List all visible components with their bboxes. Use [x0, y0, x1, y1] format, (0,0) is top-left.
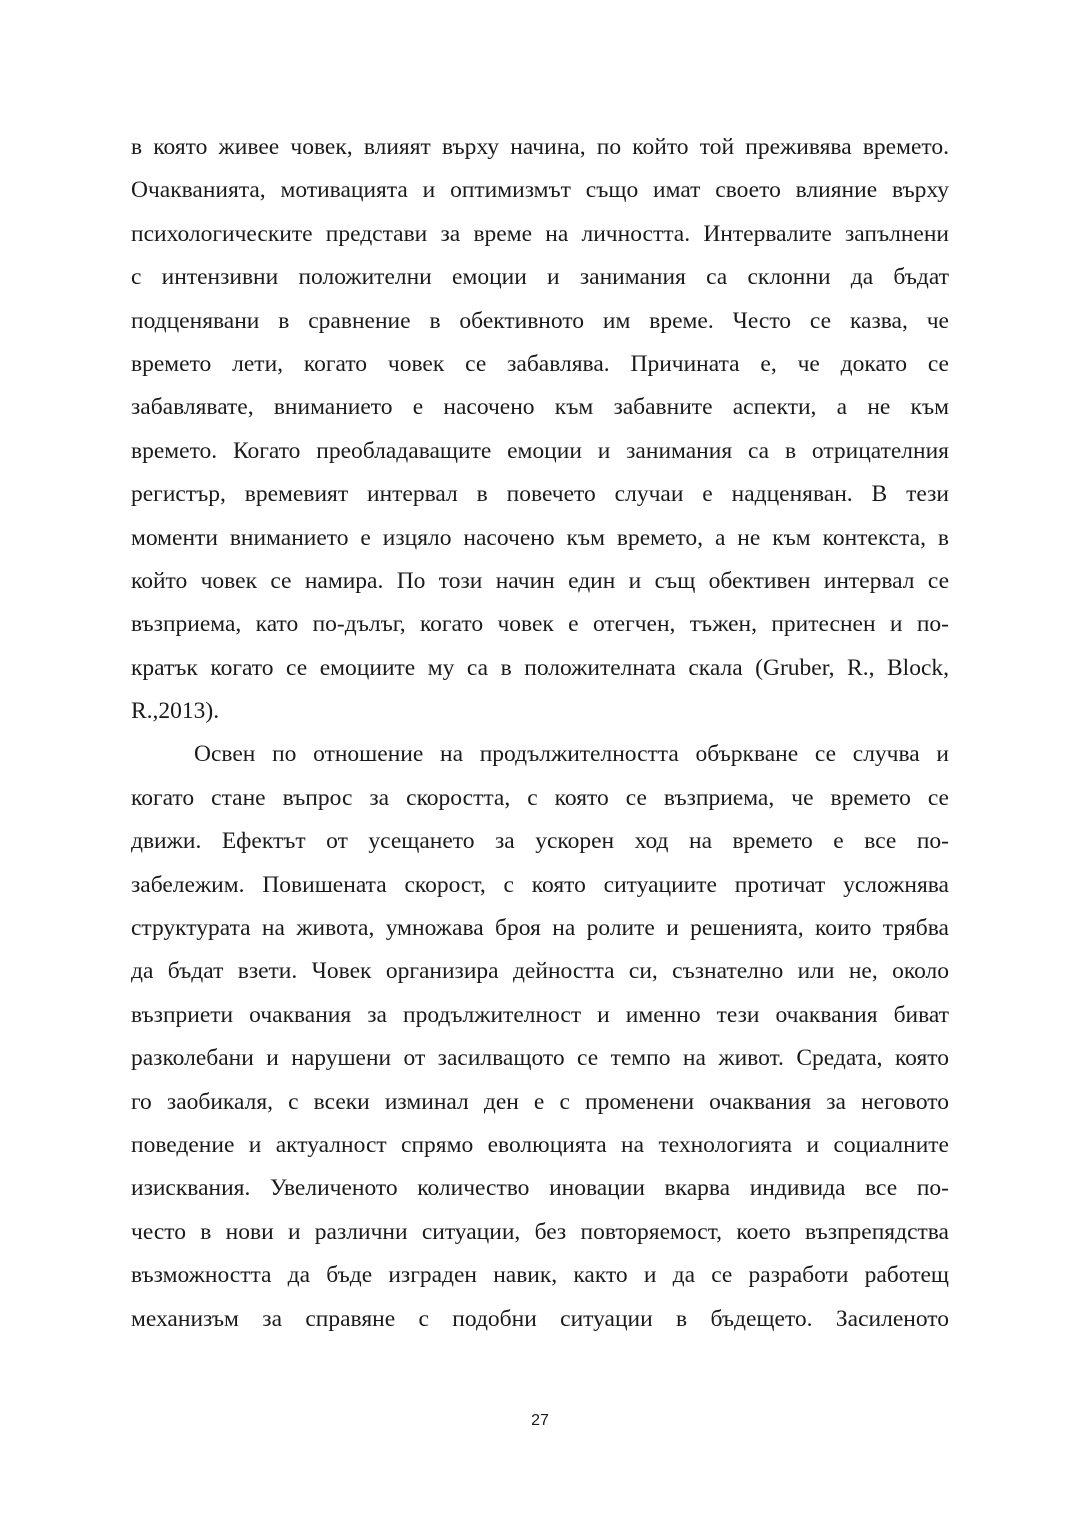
- paragraph-2-line-1: Освен по отношение на продължителността объркване се случва и: [194, 741, 949, 768]
- paragraph-2-line-2: когато стане въпрос за скоростта, с която се възприема, че времето се: [131, 784, 949, 811]
- paragraph-2-line-14: механизъм за справяне с подобни ситуации в бъдещето. Засиленото: [131, 1305, 949, 1332]
- paragraph-1-line-10: моменти вниманието е изцяло насочено към времето, а не към контекста, в: [131, 524, 949, 551]
- paragraph-1-line-9: регистър, времевият интервал в повечето случаи е надценяван. В тези: [131, 481, 949, 508]
- paragraph-1-line-14: R.,2013).: [131, 698, 220, 725]
- body-text: [131, 126, 949, 1341]
- paragraph-1-line-6: времето лети, когато човек се забавлява. Причината е, че докато се: [131, 350, 949, 377]
- paragraph-2-line-10: поведение и актуалност спрямо еволюцията на технологията и социалните: [131, 1131, 949, 1158]
- paragraph-2-line-9: го заобикаля, с всеки изминал ден е с променени очаквания за неговото: [131, 1088, 949, 1115]
- paragraph-2-line-8: разколебани и нарушени от засилващото се темпо на живот. Средата, която: [131, 1045, 949, 1072]
- paragraph-2-line-6: да бъдат взети. Човек организира дейността си, съзнателно или не, около: [131, 958, 949, 985]
- paragraph-1-line-1: в която живее човек, влияят върху начина, по който той преживява времето.: [131, 134, 949, 160]
- paragraph-2-line-12: често в нови и различни ситуации, без повторяемост, което възпрепядства: [131, 1218, 949, 1245]
- paragraph-1-line-13: кратък когато се емоциите му са в положителната скала (Gruber, R., Block,: [131, 654, 949, 681]
- paragraph-2-line-7: възприети очаквания за продължителност и именно тези очаквания биват: [131, 1001, 949, 1028]
- paragraph-1-line-7: забавлявате, вниманието е насочено към забавните аспекти, а не към: [131, 394, 949, 421]
- paragraph-1-line-3: психологическите представи за време на личността. Интервалите запълнени: [131, 220, 949, 247]
- paragraph-2-line-5: структурата на живота, умножава броя на ролите и решенията, които трябва: [131, 915, 949, 942]
- page-number: 27: [531, 1412, 549, 1429]
- paragraph-2-line-4: забележим. Повишената скорост, с която ситуациите протичат усложнява: [131, 871, 949, 898]
- paragraph-1-line-4: с интензивни положителни емоции и занимания са склонни да бъдат: [131, 264, 949, 291]
- paragraph-2-line-13: възможността да бъде изграден навик, както и да се разработи работещ: [131, 1262, 949, 1289]
- paragraph-1-line-11: който човек се намира. По този начин един и същ обективен интервал се: [131, 567, 949, 594]
- paragraph-1-line-5: подценявани в сравнение в обективното им време. Често се казва, че: [131, 307, 949, 334]
- paragraph-1-line-2: Очакванията, мотивацията и оптимизмът също имат своето влияние върху: [131, 177, 949, 204]
- paragraph-2-line-3: движи. Ефектът от усещането за ускорен ход на времето е все по-: [131, 828, 949, 855]
- paragraph-1-line-8: времето. Когато преобладаващите емоции и занимания са в отрицателния: [131, 437, 949, 464]
- paragraph-2-line-11: изисквания. Увеличеното количество иновации вкарва индивида все по-: [131, 1175, 949, 1202]
- paragraph-1-line-12: възприема, като по-дълъг, когато човек е отегчен, тъжен, притеснен и по-: [131, 611, 949, 638]
